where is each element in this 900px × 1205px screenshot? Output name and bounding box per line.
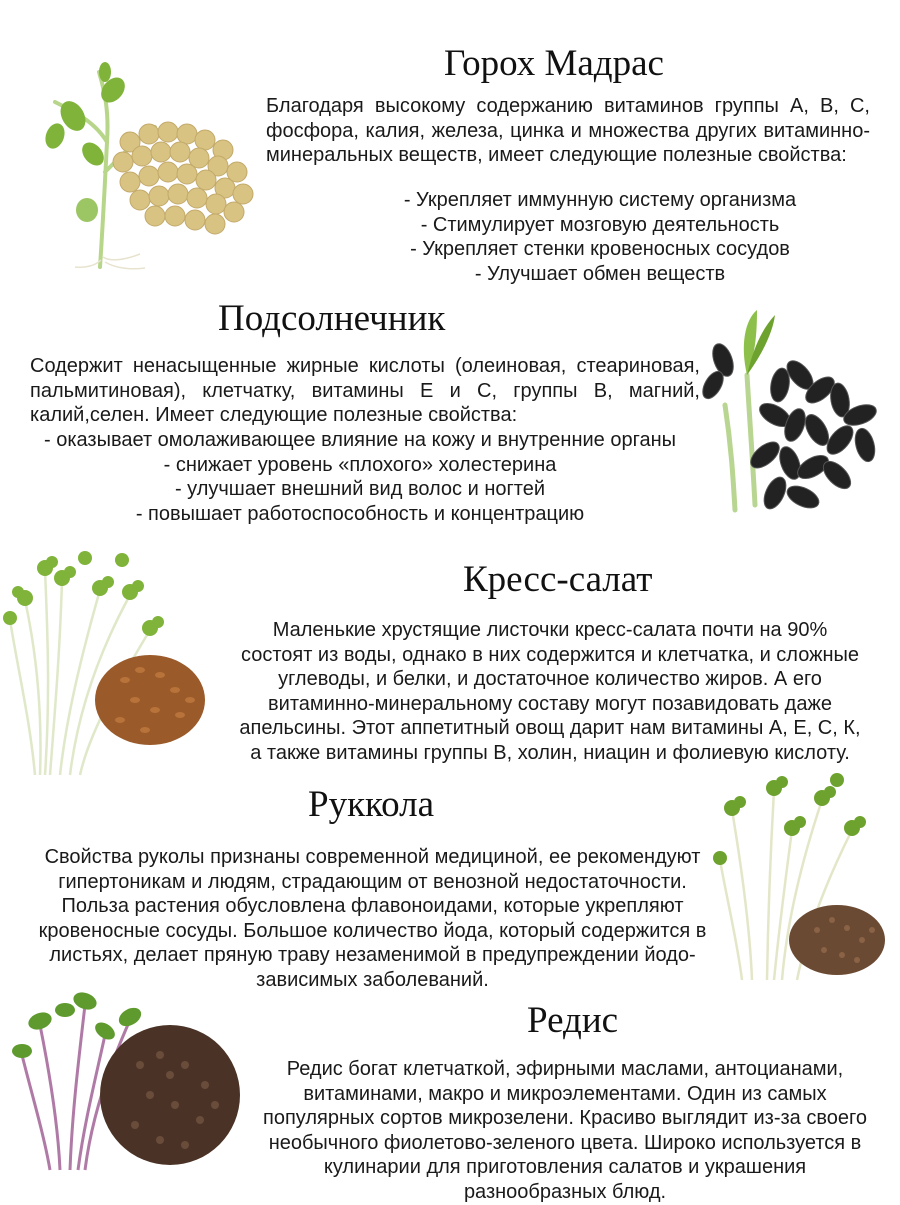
radish-description <box>235 1057 895 1205</box>
text-line: необычного фиолетово-зеленого цвета. Широко используется в <box>268 1131 862 1154</box>
pea-description: Благодаря высокому содержанию витаминов группы А, В, С, фосфора, калия, железа, цинка и множества других витаминно-минеральных веществ, имеет следующие полезные свойства: <box>266 95 870 167</box>
list-item: - Укрепляет стенки кровеносных сосудов <box>410 238 790 261</box>
pea-title: Горох Мадрас <box>444 43 664 84</box>
list-item: - снижает уровень «плохого» холестерина <box>163 453 557 476</box>
pea-benefits-list <box>330 188 870 286</box>
radish-title: Редис <box>527 1000 619 1041</box>
sunflower-title: Подсолнечник <box>218 298 446 339</box>
radish-sprouts-image <box>10 975 250 1175</box>
list-item: - Улучшает обмен веществ <box>474 262 726 285</box>
arugula-description <box>0 845 745 993</box>
cress-sprouts-image <box>0 540 215 780</box>
text-line: листьях, делает пряную траву незаменимой в предупреждении йодо- <box>49 944 696 967</box>
pea-sprout-image <box>15 32 260 272</box>
text-line: состоят из воды, однако в них содержится и клетчатка, и сложные <box>240 643 860 666</box>
list-item: - Стимулирует мозговую деятельность <box>420 213 780 236</box>
text-line: Маленькие хрустящие листочки кресс-салата почти на 90% <box>272 619 828 641</box>
sunflower-benefits-list <box>10 428 710 526</box>
text-line: гипертоникам и людям, страдающим от венозной недостаточности. <box>58 870 687 893</box>
text-line: зависимых заболеваний. <box>256 968 489 991</box>
sunflower-description: Содержит ненасыщенные жирные кислоты (олеиновая, стеариновая, пальмитиновая), клетчатку, витамины Е и С, группы В, магний, калий,селен. Имеет следующие полезные свойства: <box>30 355 700 427</box>
text-line: Свойства руколы признаны современной медициной, ее рекомендуют <box>44 846 701 868</box>
cress-title: Кресс-салат <box>463 559 653 600</box>
text-line: популярных сортов микрозелени. Красиво выглядит из-за своего <box>263 1107 867 1130</box>
list-item: - улучшает внешний вид волос и ногтей <box>174 478 546 501</box>
text-line: кровеносные сосуды. Большое количество йода, который содержится в <box>38 919 707 942</box>
text-line: Редис богат клетчаткой, эфирными маслами, антоцианами, <box>286 1058 844 1080</box>
text-line: витаминами, макро и микроэлементами. Один из самых <box>303 1082 827 1105</box>
list-item: - повышает работоспособность и концентрацию <box>135 502 585 525</box>
sunflower-seeds-image <box>695 305 890 515</box>
text-line: витаминно-минеральному составу могут позавидовать даже <box>268 692 832 715</box>
list-item: - оказывает омолаживающее влияние на кожу и внутренние органы <box>43 429 676 451</box>
text-line: разнообразных блюд. <box>463 1180 667 1203</box>
list-item: - Укрепляет иммунную систему организма <box>403 189 797 211</box>
cress-description <box>205 618 895 766</box>
text-line: углеводы, и белки, и достаточное количество жиров. А его <box>278 668 822 691</box>
text-line: Польза растения обусловлена флавоноидами, которые укрепляют <box>61 895 684 918</box>
arugula-title: Руккола <box>308 784 435 825</box>
text-line: апельсины. Этот аппетитный овощ дарит нам витамины А, Е, С, К, <box>239 717 861 740</box>
text-line: а также витамины группы В, холин, ниацин и фолиевую кислоту. <box>250 741 850 764</box>
text-line: кулинарии для приготовления салатов и украшения <box>323 1156 807 1179</box>
